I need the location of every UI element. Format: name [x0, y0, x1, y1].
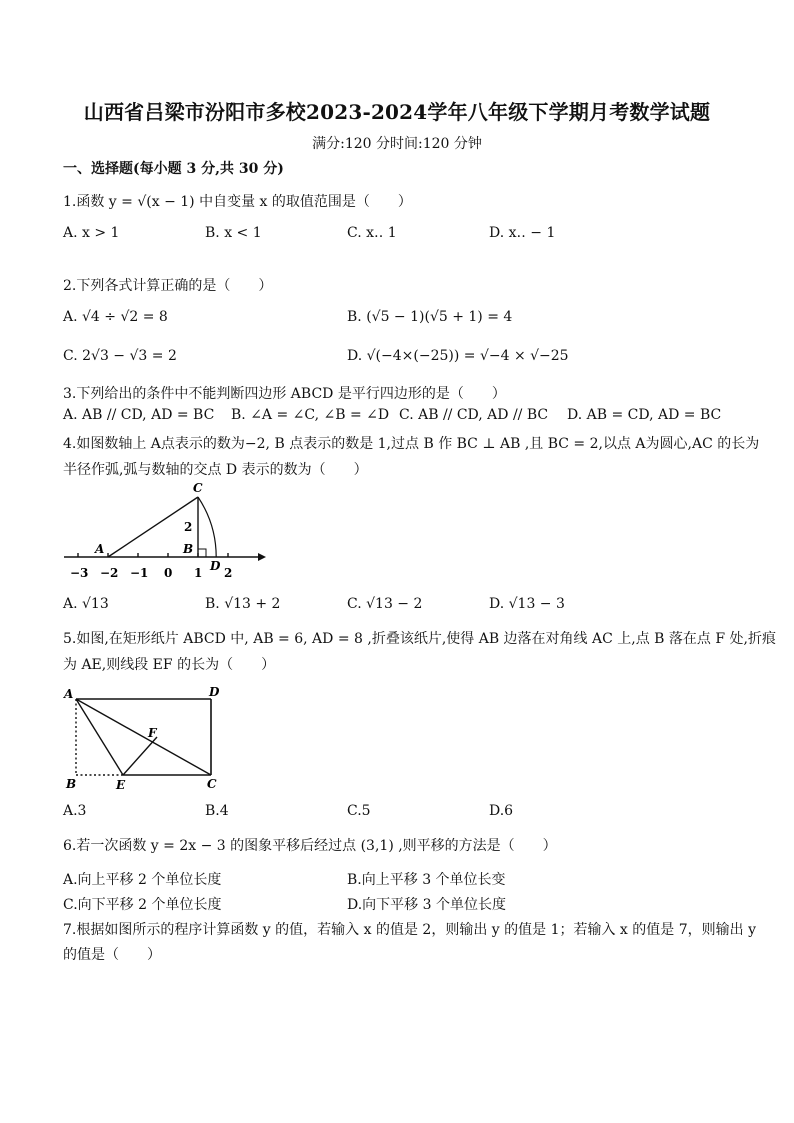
tick-label-1: 1 [194, 566, 203, 580]
section-heading: 一、选择题(每小题 3 分,共 30 分) [63, 161, 284, 177]
question-5-option-b[interactable]: B.4 [205, 803, 229, 819]
question-3-option-a[interactable]: A. AB // CD, AD = BC [63, 407, 215, 423]
question-3-option-c[interactable]: C. AB // CD, AD // BC [399, 407, 549, 423]
question-2-option-d[interactable]: D. √(−4×(−25)) = √−4 × √−25 [347, 348, 569, 364]
label-b: B [66, 777, 77, 791]
question-6-stem: 6.若一次函数 y = 2x − 3 的图象平移后经过点 (3,1) ,则平移的方法是（ ） [63, 838, 557, 854]
question-4-option-c[interactable]: C. √13 − 2 [347, 596, 423, 612]
question-7-stem-line1: 7.根据如图所示的程序计算函数 y 的值，若输入 x 的值是 2，则输出 y 的值是 1；若输入 x 的值是 7，则输出 y [63, 922, 756, 938]
question-7-stem-line2: 的值是（ ） [63, 947, 161, 963]
question-4-stem-line1: 4.如图数轴上 A点表示的数为−2, B 点表示的数是 1,过点 B 作 BC ⊥ AB ,且 BC = 2,以点 A为圆心,AC 的长为 [63, 436, 760, 452]
question-5-option-c[interactable]: C.5 [347, 803, 371, 819]
question-3-option-d[interactable]: D. AB = CD, AD = BC [567, 407, 722, 423]
tick-label-neg2: −2 [100, 566, 119, 580]
tick-label-neg1: −1 [130, 566, 149, 580]
question-4-option-d[interactable]: D. √13 − 3 [489, 596, 565, 612]
question-2-option-c[interactable]: C. 2√3 − √3 = 2 [63, 348, 177, 364]
question-5-stem-line1: 5.如图,在矩形纸片 ABCD 中, AB = 6, AD = 8 ,折叠该纸片,使得 AB 边落在对角线 AC 上,点 B 落在点 F 处,折痕 [63, 631, 776, 647]
label-a: A [64, 687, 74, 701]
question-3-stem: 3.下列给出的条件中不能判断四边形 ABCD 是平行四边形的是（ ） [63, 386, 506, 402]
question-6-option-d[interactable]: D.向下平移 3 个单位长度 [347, 897, 506, 913]
right-angle-mark [198, 549, 206, 557]
question-2-stem: 2.下列各式计算正确的是（ ） [63, 278, 273, 294]
question-4-stem-line2: 半径作弧,弧与数轴的交点 D 表示的数为（ ） [63, 462, 368, 478]
question-6-option-c[interactable]: C.向下平移 2 个单位长度 [63, 897, 222, 913]
label-d: D [209, 685, 220, 699]
question-1-option-b[interactable]: B. x < 1 [205, 225, 262, 241]
question-5-figure [60, 682, 230, 794]
exam-info: 满分:120 分时间:120 分钟 [312, 136, 482, 152]
question-4-option-b[interactable]: B. √13 + 2 [205, 596, 281, 612]
question-1-stem: 1.函数 y = √(x − 1) 中自变量 x 的取值范围是（ ） [63, 194, 412, 210]
question-1-option-c[interactable]: C. x‥ 1 [347, 225, 397, 241]
tick-label-2: 2 [224, 566, 233, 580]
arrow-right-icon [258, 553, 266, 561]
label-a: A [95, 542, 105, 556]
label-c: C [193, 481, 203, 495]
question-5-option-a[interactable]: A.3 [63, 803, 87, 819]
question-2-option-a[interactable]: A. √4 ÷ √2 = 8 [63, 309, 168, 325]
arc-cd [198, 497, 216, 557]
question-1-option-d[interactable]: D. x‥ − 1 [489, 225, 556, 241]
question-4-option-a[interactable]: A. √13 [63, 596, 109, 612]
question-4-figure [60, 478, 270, 583]
diagonal-ac [76, 699, 211, 775]
fold-line-ae [76, 699, 123, 775]
question-5-option-d[interactable]: D.6 [489, 803, 514, 819]
tick-label-neg3: −3 [70, 566, 89, 580]
question-6-option-a[interactable]: A.向上平移 2 个单位长度 [63, 872, 222, 888]
question-1-option-a[interactable]: A. x > 1 [63, 225, 120, 241]
label-bc-length: 2 [184, 520, 193, 534]
tick-label-0: 0 [164, 566, 173, 580]
label-c: C [207, 777, 217, 791]
label-b: B [183, 542, 194, 556]
label-d: D [210, 559, 221, 573]
question-5-stem-line2: 为 AE,则线段 EF 的长为（ ） [63, 657, 276, 673]
label-e: E [116, 778, 126, 792]
question-3-option-b[interactable]: B. ∠A = ∠C, ∠B = ∠D [231, 407, 390, 423]
question-2-option-b[interactable]: B. (√5 − 1)(√5 + 1) = 4 [347, 309, 513, 325]
page-title: 山西省吕梁市汾阳市多校2023-2024学年八年级下学期月考数学试题 [83, 100, 711, 124]
label-f: F [148, 726, 157, 740]
segment-ef [123, 737, 157, 775]
question-6-option-b[interactable]: B.向上平移 3 个单位长变 [347, 872, 506, 888]
